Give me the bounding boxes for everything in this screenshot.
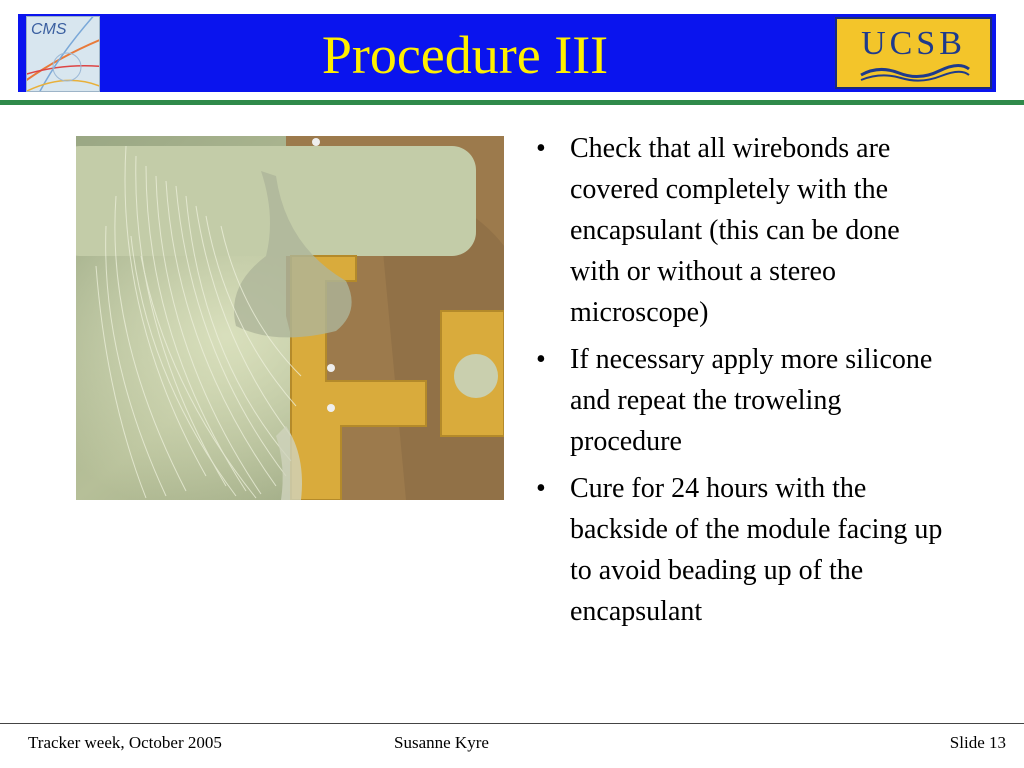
footer-divider <box>0 723 1024 724</box>
bullet-text: If necessary apply more silicone and repeat the troweling procedure <box>570 344 933 457</box>
bullet-text: Cure for 24 hours with the backside of the module facing up to avoid beading up of the encapsulant <box>570 473 943 627</box>
bullet-symbol: • <box>536 133 546 164</box>
bullet-text: Check that all wirebonds are covered completely with the encapsulant (this can be done with or without a stereo microscope) <box>570 133 900 328</box>
cms-logo <box>26 16 100 92</box>
wirebond-photo-image <box>76 136 504 500</box>
wave-icon <box>859 63 971 83</box>
bullet-list <box>530 128 950 638</box>
bullet-item <box>530 468 950 632</box>
bullet-item <box>530 339 950 462</box>
ucsb-logo <box>835 17 992 89</box>
footer-slide-number: Slide 13 <box>949 733 1006 752</box>
footer-event: Tracker week, October 2005 <box>28 733 222 752</box>
module-photo <box>76 136 504 500</box>
cms-logo-text: CMS <box>31 21 67 38</box>
bullet-symbol: • <box>536 473 546 504</box>
ucsb-logo-text: UCSB <box>861 25 966 62</box>
bullet-item <box>530 128 950 333</box>
header-divider <box>0 100 1024 105</box>
slide-title: Procedure III <box>321 25 609 85</box>
footer-author: Susanne Kyre <box>394 733 489 752</box>
bullet-symbol: • <box>536 344 546 375</box>
